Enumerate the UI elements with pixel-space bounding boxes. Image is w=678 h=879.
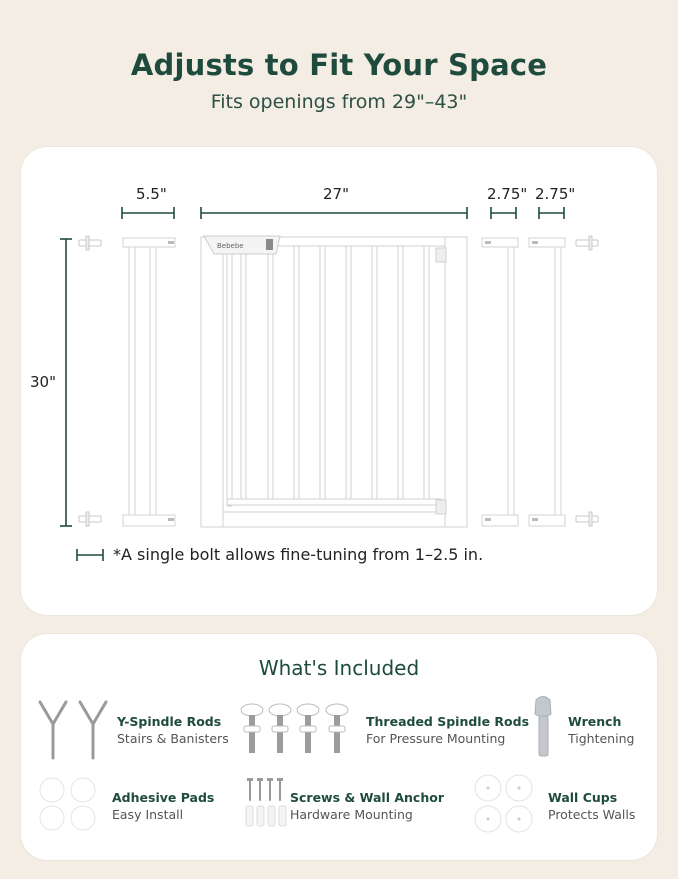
dim-gate-width: 27" (323, 185, 349, 203)
item-desc-adhesive-pads: Easy Install (112, 807, 184, 822)
item-desc-wall-cups: Protects Walls (548, 807, 636, 822)
item-desc-y-spindle-rods: Stairs & Banisters (117, 731, 229, 746)
fine-tuning-note: *A single bolt allows fine-tuning from 1–2.5 in. (113, 545, 484, 564)
item-name-screws-wall-anchor: Screws & Wall Anchor (290, 790, 444, 805)
dim-left-extension: 5.5" (136, 185, 167, 203)
brand-label: Bebebe (217, 242, 244, 250)
page-title: Adjusts to Fit Your Space (130, 48, 548, 82)
dim-right-extension-2: 2.75" (535, 185, 576, 203)
screws-wall-anchor-icon (246, 778, 286, 826)
wall-cups-icon (475, 775, 532, 832)
item-desc-threaded-spindle-rods: For Pressure Mounting (366, 731, 506, 746)
y-spindle-rods-icon (40, 702, 106, 758)
item-desc-screws-wall-anchor: Hardware Mounting (290, 807, 413, 822)
dim-height: 30" (30, 373, 56, 391)
threaded-spindle-rods-icon (241, 704, 348, 753)
item-name-wrench: Wrench (568, 714, 622, 729)
item-name-y-spindle-rods: Y-Spindle Rods (117, 714, 222, 729)
dim-right-extension-1: 2.75" (487, 185, 528, 203)
item-name-wall-cups: Wall Cups (548, 790, 618, 805)
item-desc-wrench: Tightening (568, 731, 635, 746)
item-name-threaded-spindle-rods: Threaded Spindle Rods (366, 714, 530, 729)
page-subtitle: Fits openings from 29"–43" (210, 91, 468, 113)
wrench-icon (535, 697, 551, 757)
adhesive-pads-icon (40, 778, 95, 830)
whats-included-title: What's Included (258, 656, 420, 680)
item-name-adhesive-pads: Adhesive Pads (112, 790, 215, 805)
